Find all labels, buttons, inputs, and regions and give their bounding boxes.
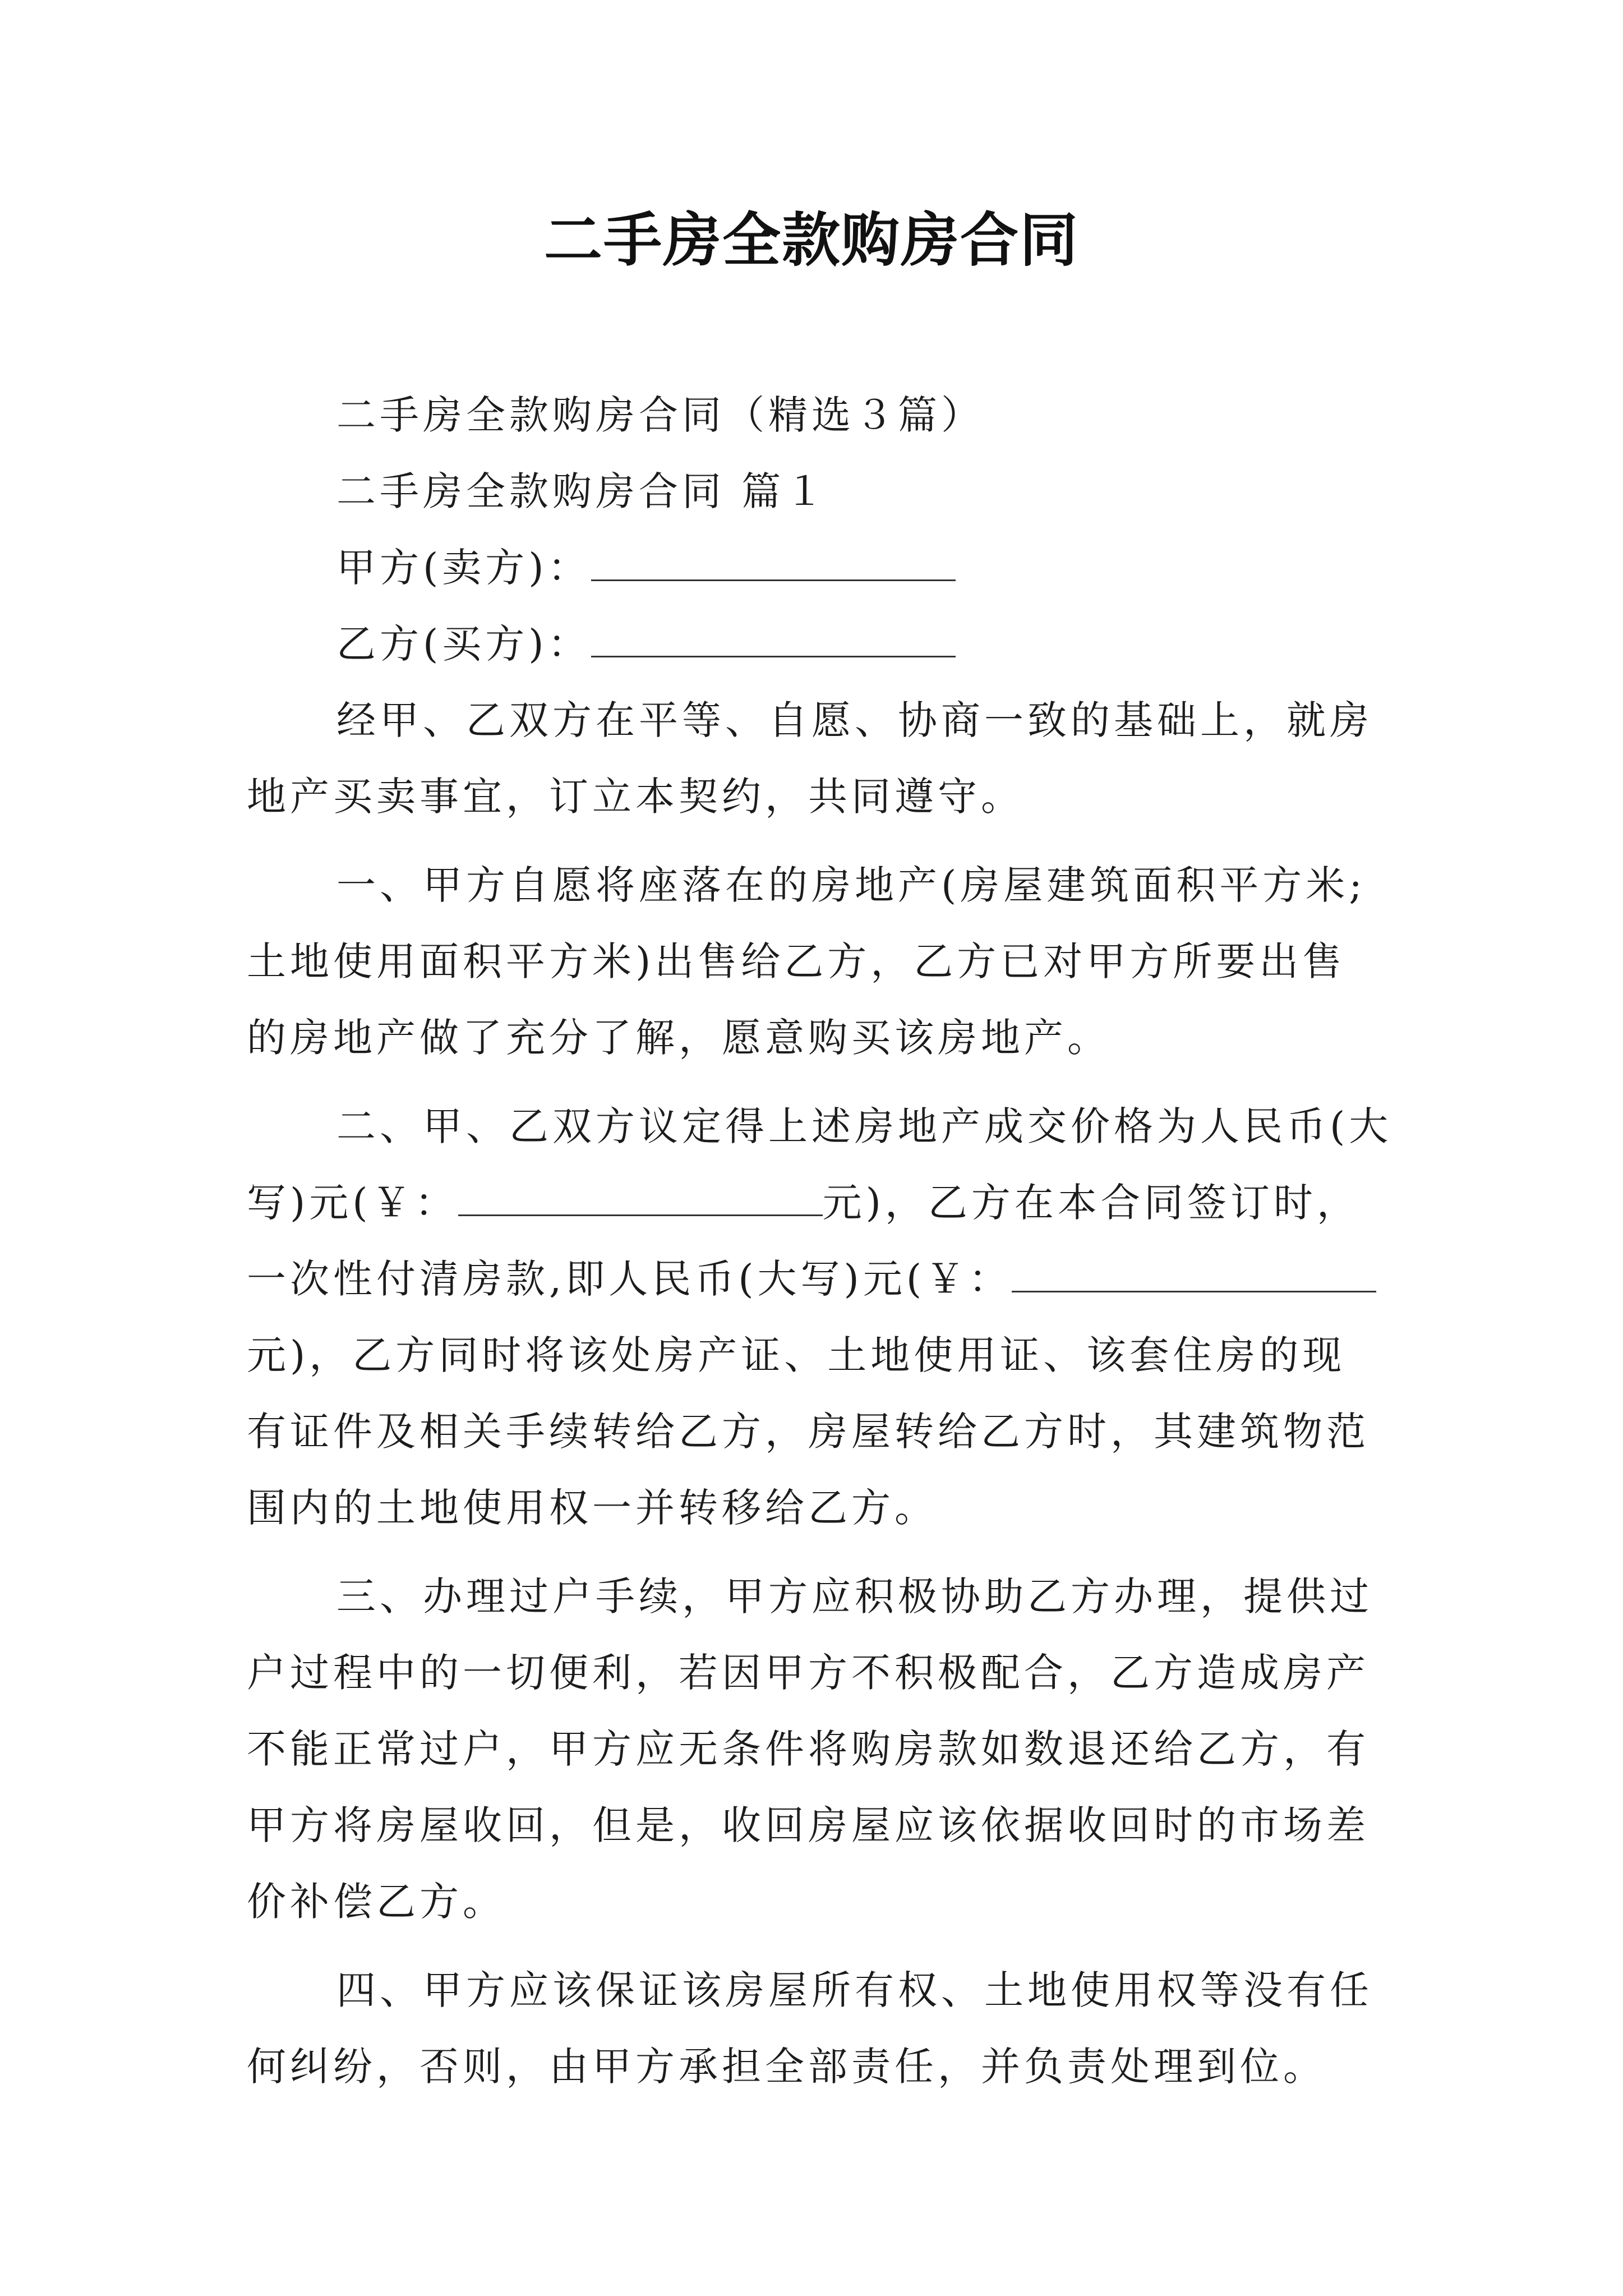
payment-blank <box>1012 1255 1376 1292</box>
paragraph-line: 不能正常过户，甲方应无条件将购房款如数退还给乙方，有 <box>247 1726 1370 1772</box>
paragraph-line: 经甲、乙双方在平等、自愿、协商一致的基础上，就房 <box>336 697 1373 743</box>
party-b-line <box>247 606 1385 682</box>
paragraph-line: 有证件及相关手续转给乙方，房屋转给乙方时，其建筑物范 <box>247 1409 1370 1455</box>
document-title: 二手房全款购房合同 <box>543 206 1079 274</box>
document-subtitle: 二手房全款购房合同（精选３篇） <box>336 392 984 438</box>
paragraph-line: 何纠纷，否则，由甲方承担全部责任，并负责处理到位。 <box>247 2044 1326 2090</box>
paragraph-line: 二、甲、乙双方议定得上述房地产成交价格为人民币(大 <box>336 1103 1393 1149</box>
paragraph-clause-3 <box>247 1558 1385 1940</box>
party-a-label: 甲方(卖方)： <box>336 545 591 591</box>
paragraph-line: 四、甲方应该保证该房屋所有权、土地使用权等没有任 <box>336 1967 1373 2013</box>
paragraph-spacer <box>247 1076 1385 1088</box>
party-b-label: 乙方(买方)： <box>336 621 591 667</box>
payment-text: 一次性付清房款,即人民币(大写)元(￥： <box>247 1256 1012 1302</box>
paragraph-line: 围内的土地使用权一并转移给乙方。 <box>247 1485 938 1531</box>
paragraph-intro <box>247 682 1385 835</box>
paragraph-line: 一、甲方自愿将座落在的房地产(房屋建筑面积平方米; <box>336 862 1366 908</box>
price-blank <box>458 1179 823 1216</box>
section-heading: 二手房全款购房合同 篇１ <box>336 468 828 514</box>
paragraph-clause-4 <box>247 1952 1385 2105</box>
document-body <box>247 377 1393 2105</box>
paragraph-line: 的房地产做了充分了解，愿意购买该房地产。 <box>247 1015 1110 1061</box>
paragraph-line: 地产买卖事宜，订立本契约，共同遵守。 <box>247 774 1024 820</box>
paragraph-spacer <box>247 835 1385 847</box>
paragraph-line <box>247 1241 1385 1317</box>
paragraph-line: 甲方将房屋收回，但是，收回房屋应该依据收回时的市场差 <box>247 1802 1370 1848</box>
party-a-blank <box>591 544 956 581</box>
price-text-start: 写)元(￥： <box>247 1180 458 1226</box>
paragraph-line: 土地使用面积平方米)出售给乙方，乙方已对甲方所要出售 <box>247 938 1346 984</box>
paragraph-line: 户过程中的一切便利，若因甲方不积极配合，乙方造成房产 <box>247 1650 1370 1696</box>
party-a-line <box>247 530 1385 606</box>
price-text-end: 元)，乙方在本合同签订时， <box>822 1180 1360 1226</box>
paragraph-line: 三、办理过户手续，甲方应积极协助乙方办理，提供过 <box>336 1573 1373 1619</box>
paragraph-spacer <box>247 1546 1385 1558</box>
party-b-blank <box>591 620 956 657</box>
paragraph-line: 元)，乙方同时将该处房产证、土地使用证、该套住房的现 <box>247 1332 1346 1378</box>
paragraph-line: 价补偿乙方。 <box>247 1879 506 1925</box>
paragraph-clause-2 <box>247 1088 1393 1546</box>
paragraph-clause-1 <box>247 847 1385 1076</box>
paragraph-spacer <box>247 1940 1385 1952</box>
paragraph-line <box>247 1165 1385 1241</box>
